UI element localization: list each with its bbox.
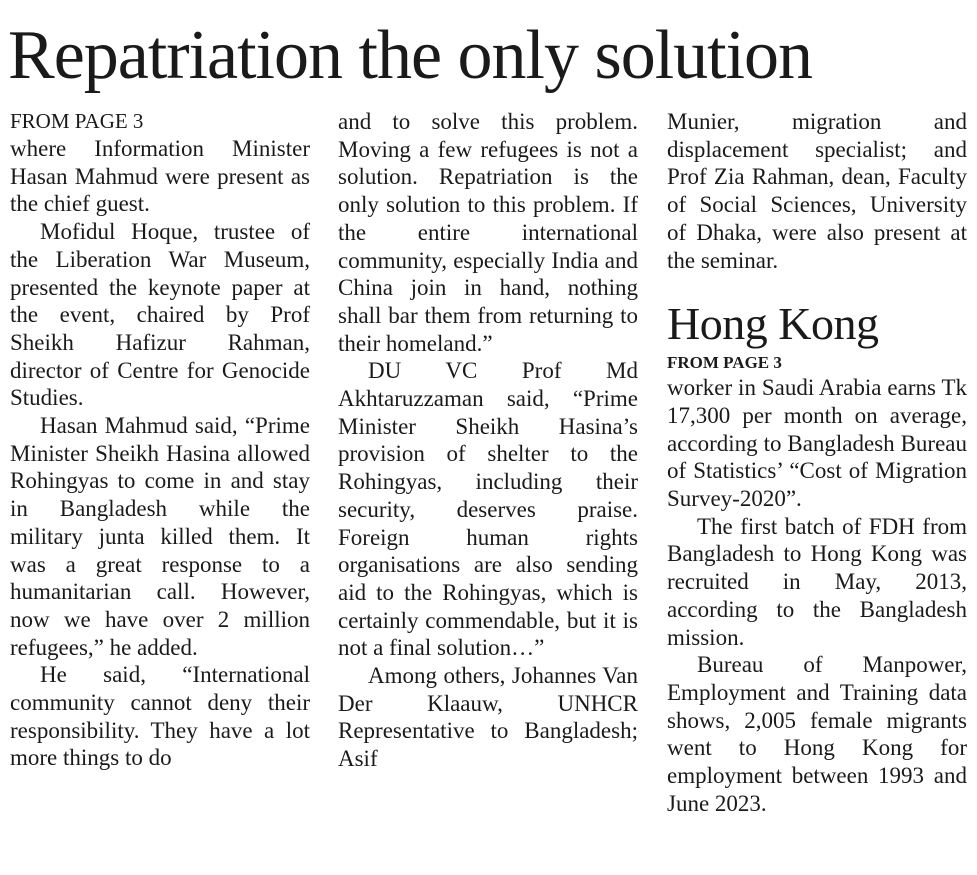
paragraph: He said, “International community cannot deny their responsibility. They have a lot more things to do [10,662,310,771]
paragraph: Hasan Mahmud said, “Prime Minister Sheikh Hasina allowed Rohingyas to come in and stay in Bangladesh while the military junta killed them. It was a great response to a humanitarian call. However, now we have over 2 million refugees,” he added. [10,413,310,660]
paragraph: Bureau of Manpower, Employment and Training data shows, 2,005 female migrants went to Hong Kong for employment between 1993 and June 2023. [667,652,967,816]
paragraph: where Information Minister Hasan Mahmud were present as the chief guest. [10,136,310,217]
paragraph: and to solve this problem. Moving a few refugees is not a solution. Repatriation is the only solution to this problem. If the entire international community, especially India and China join in hand, nothing shall bar them from returning to their homeland.” [338,109,638,356]
article-column-3 [667,108,967,817]
headline: Repatriation the only solution [8,17,813,94]
jump-line: FROM PAGE 3 [10,109,144,133]
paragraph: Munier, migration and displacement specialist; and Prof Zia Rahman, dean, Faculty of Social Sciences, University of Dhaka, were also present at the seminar. [667,109,967,273]
article-column-2 [338,108,638,773]
article-column-1 [10,108,310,772]
jump-line: FROM PAGE 3 [667,353,782,373]
subheadline: Hong Kong [667,298,879,350]
paragraph: DU VC Prof Md Akhtaruzzaman said, “Prime Minister Sheikh Hasina’s provision of shelter to the Rohingyas, including their security, deserves praise. Foreign human rights organisations are also sending aid to the Rohingyas, which is certainly commendable, but it is not a final solution…” [338,358,638,661]
paragraph: Among others, Johannes Van Der Klaauw, UNHCR Representative to Bangladesh; Asif [338,663,638,772]
paragraph: The first batch of FDH from Bangladesh to Hong Kong was recruited in May, 2013, according to the Bangladesh mission. [667,513,967,650]
paragraph: worker in Saudi Arabia earns Tk 17,300 per month on average, according to Bangladesh Bureau of Statistics’ “Cost of Migration Survey-2020”. [667,375,967,512]
paragraph: Mofidul Hoque, trustee of the Liberation War Museum, presented the keynote paper at the event, chaired by Prof Sheikh Hafizur Rahman, director of Centre for Genocide Studies. [10,219,310,411]
